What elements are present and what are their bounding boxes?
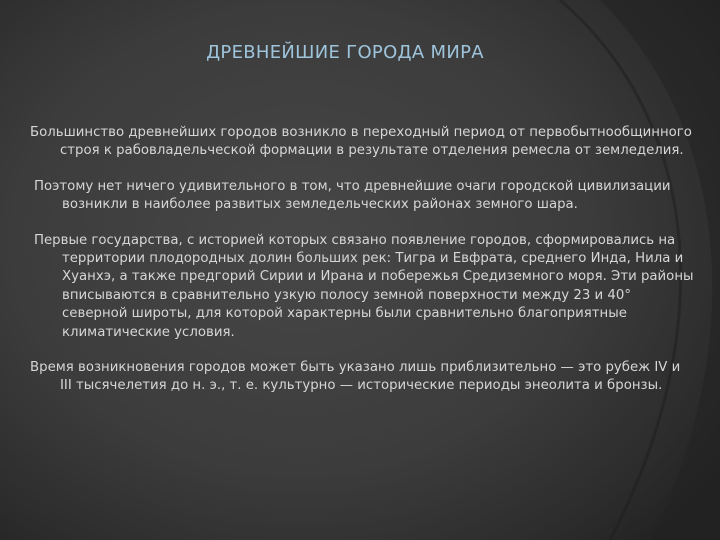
paragraph-1: Большинство древнейших городов возникло в переходный период от первобытнообщинного строя к рабовладельческой формации в результате отделения ремесла от земледелия. [30, 125, 692, 159]
slide-title: ДРЕВНЕЙШИЕ ГОРОДА МИРА [206, 42, 484, 63]
paragraph-3: Первые государства, с историей которых связано появление городов, сформировались на территории плодородных долин больших рек: Тигра и Евфрата, среднего Инда, Нила и Хуанхэ, а также предгорий Сирии и Ирана и побережья Средиземного моря. Эти районы вписываются в сравнительно узкую полосу земной поверхности между 23 и 40° северной широты, для которой характерны были сравнительно благоприятные климатические условия. [34, 232, 694, 340]
paragraph-4: Время возникновения городов может быть указано лишь приблизительно — это рубеж IV и III тысячелетия до н. э., т. е. культурно — исторические периоды энеолита и бронзы. [30, 360, 681, 394]
paragraph-2: Поэтому нет ничего удивительного в том, что древнейшие очаги городской цивилизации возникли в наиболее развитых земледельческих районах земного шара. [34, 178, 671, 213]
slide-body [30, 124, 695, 413]
